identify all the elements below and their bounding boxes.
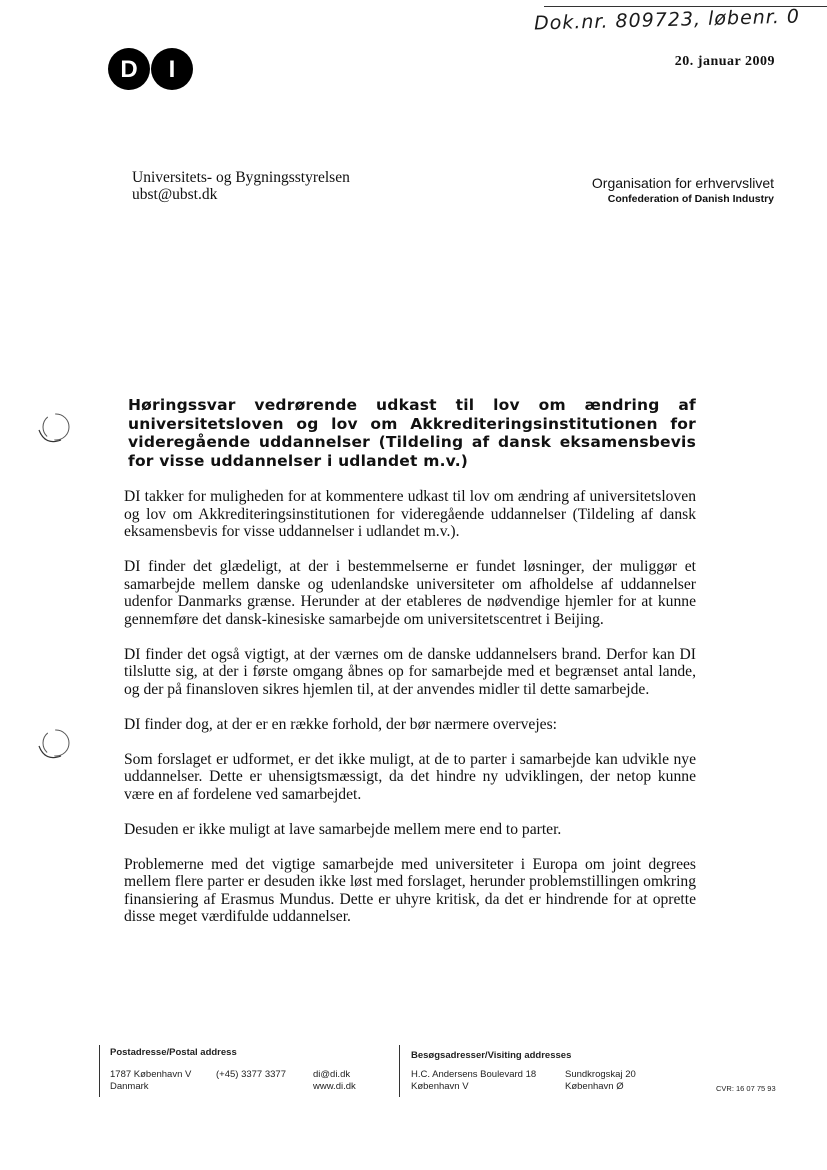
organisation-tagline xyxy=(592,174,774,207)
organisation-english: Confederation of Danish Industry xyxy=(607,193,774,205)
letter-date: 20. januar 2009 xyxy=(674,54,775,69)
footer-phone: (+45) 3377 3377 xyxy=(216,1069,286,1080)
postal-address-header: Postadresse/Postal address xyxy=(110,1047,237,1058)
visiting-address-2-city: København Ø xyxy=(565,1081,624,1092)
body-paragraph: DI takker for muligheden for at kommentere udkast til lov om ændring af universitetsloven og lov om Akkrediteringsinstitutionen for videregående uddannelser (Tildeling af dansk eksamensbevis for visse uddannelser i udlandet m.v.). xyxy=(124,488,696,540)
footer-email: di@di.dk xyxy=(313,1069,351,1080)
footer-divider xyxy=(399,1045,400,1097)
footer-divider xyxy=(99,1045,100,1097)
di-logo xyxy=(108,48,194,90)
footer-website: www.di.dk xyxy=(313,1081,356,1092)
body-paragraph: Desuden er ikke muligt at lave samarbejde mellem mere end to parter. xyxy=(124,820,562,838)
postal-country: Danmark xyxy=(110,1081,149,1092)
visiting-address-2-street: Sundkrogskaj 20 xyxy=(565,1069,636,1080)
letter-body xyxy=(124,488,696,943)
visiting-address-1-city: København V xyxy=(411,1081,469,1092)
visiting-address-1-street: H.C. Andersens Boulevard 18 xyxy=(411,1069,537,1080)
body-paragraph: DI finder det glædeligt, at der i bestemmelserne er fundet løsninger, der muliggør et samarbejde mellem danske og udenlandske universiteter om afholdelse af uddannelser udenfor Danmarks grænse. Herunder at der etableres de nødvendige hjemler for at kunne gennemføre det dansk-kinesiske samarbejde om universitetscentret i Beijing. xyxy=(124,558,696,628)
body-paragraph: Problemerne med det vigtige samarbejde med universiteter i Europa om joint degrees mellem flere parter er desuden ikke løst med forslaget, herunder problemstillingen omkring finansiering af Erasmus Mundus. Dette er uhyre kritisk, da det er hindrende for at oprette disse meget værdifulde uddannelser. xyxy=(124,855,696,925)
body-paragraph: DI finder det også vigtigt, at der værnes om de danske uddannelsers brand. Derfor kan DI tilslutte sig, at der i første omgang åbnes op for samarbejde med et begrænset antal lande, og der på finansloven sikres hjemlen til, at der anvendes midler til dette samarbejde. xyxy=(124,645,696,698)
visiting-address-header: Besøgsadresser/Visiting addresses xyxy=(411,1050,572,1061)
body-paragraph: DI finder dog, at der er en række forhold, der bør nærmere overvejes: xyxy=(124,715,558,733)
cvr-number: CVR: 16 07 75 93 xyxy=(716,1084,776,1093)
postal-street: 1787 København V xyxy=(110,1069,192,1080)
recipient-name: Universitets- og Bygningsstyrelsen xyxy=(132,169,350,186)
logo-letter-i: I xyxy=(168,56,176,83)
punch-hole-mark xyxy=(35,724,75,764)
recipient-block xyxy=(132,169,350,203)
recipient-email: ubst@ubst.dk xyxy=(132,186,218,203)
punch-hole-mark xyxy=(35,408,75,448)
subject-heading: Høringssvar vedrørende udkast til lov om ændring af universitetsloven og lov om Akkrediteringsinstitutionen for videregående uddannelser (Tildeling af dansk eksamensbevis for visse uddannelser i udlandet m.v.) xyxy=(128,396,696,470)
body-paragraph: Som forslaget er udformet, er det ikke muligt, at de to parter i samarbejde kan udvikle nye uddannelser. Dette er uhensigtsmæssigt, da det hindre ny udviklingen, der netop kunne være en af fordelene ved samarbejdet. xyxy=(124,750,696,803)
handwritten-note-text: Dok.nr. 809723, løbenr. 0 xyxy=(534,5,801,35)
logo-letter-d: D xyxy=(120,56,138,83)
handwritten-document-number xyxy=(534,4,827,44)
organisation-danish: Organisation for erhvervslivet xyxy=(591,175,774,191)
